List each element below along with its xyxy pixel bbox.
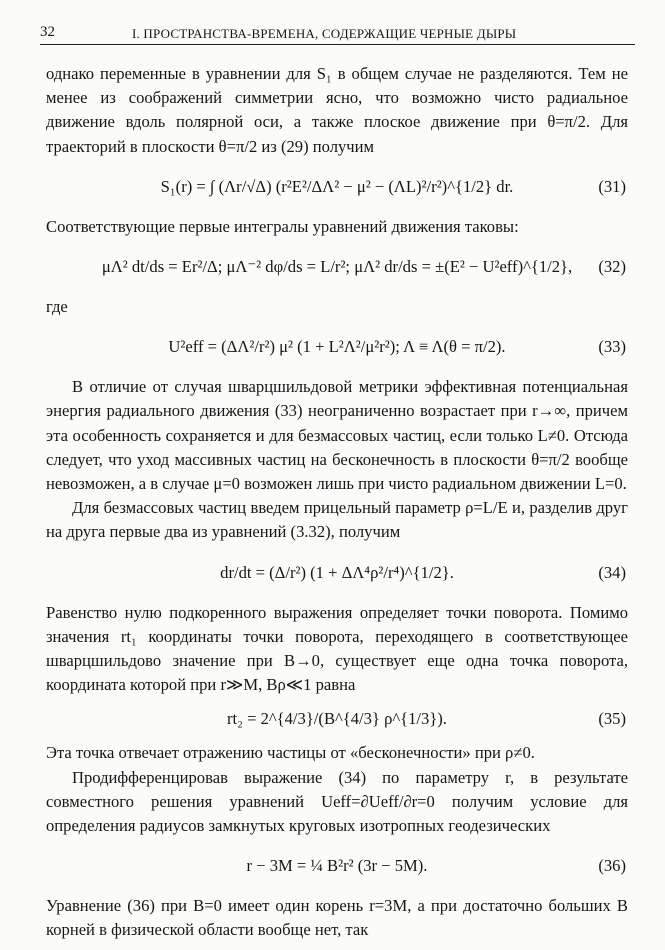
paragraph: Продифференцировав выражение (34) по параметру r, в результате совместного решения уравнений Ueff=∂Ueff/∂r=0 получим условие для определения радиусов замкнутых круговых изотропных геодезических — [46, 767, 628, 836]
running-header — [40, 24, 635, 45]
equation-expression: rt₂ = 2^{4/3}/(B^{4/3} ρ^{1/3}). — [227, 709, 447, 729]
equation-expression: dr/dt = (Δ/r²) (1 + ΔΛ⁴ρ²/r⁴)^{1/2}. — [220, 562, 454, 582]
equation-number: (34) — [598, 562, 626, 582]
equation-number: (32) — [598, 256, 626, 276]
paragraph: Равенство нулю подкоренного выражения определяет точки поворота. Помимо значения rt₁ координаты точки поворота, переходящего в соответствующее шварцшильдово значение при B→0, существует еще одна точка поворота, координата которой при r≫M, Bρ≪1 равна — [46, 602, 628, 695]
page-number: 32 — [40, 24, 55, 40]
equation-32 — [46, 243, 628, 291]
paragraph: Соответствующие первые интегралы уравнений движения таковы: — [46, 216, 519, 236]
equation-number: (35) — [598, 709, 626, 729]
equation-expression: S₁(r) = ∫ (Λr/√Δ) (r²E²/ΔΛ² − μ² − (ΛL)²/r²)^{1/2} dr. — [160, 176, 514, 196]
paragraph: В отличие от случая шварцшильдовой метрики эффективная потенциальная энергия радиального движения (33) неограниченно возрастает при r→∞, причем эта особенность сохраняется и для безмассовых частиц, если только L≠0. Отсюда следует, что уход массивных частиц на бесконечность в плоскости θ=π/2 вообще невозможен, а в случае μ=0 возможен лишь при чисто радиальном движении L=0. — [46, 377, 628, 494]
paragraph: однако переменные в уравнении для S₁ в общем случае не разделяются. Тем не менее из соображений симметрии ясно, что возможно чисто радиальное движение вдоль полярной оси, а также плоское движение при θ=π/2. Для траекторий в плоскости θ=π/2 из (29) получим — [46, 64, 628, 156]
paragraph: Эта точка отвечает отражению частицы от «бесконечности» при ρ≠0. — [46, 743, 535, 763]
paragraph-where: где — [46, 297, 68, 317]
equation-number: (36) — [598, 856, 626, 876]
chapter-title: I. ПРОСТРАНСТВА-ВРЕМЕНА, СОДЕРЖАЩИЕ ЧЕРНЫЕ ДЫРЫ — [132, 26, 517, 41]
equation-31 — [46, 163, 628, 211]
equation-35 — [46, 701, 628, 737]
equation-expression: U²eff = (ΔΛ²/r²) μ² (1 + L²Λ²/μ²r²); Λ ≡ Λ(θ = π/2). — [168, 337, 506, 357]
equation-expression: μΛ² dt/ds = Er²/Δ; μΛ⁻² dφ/ds = L/r²; μΛ² dr/ds = ±(E² − U²eff)^{1/2}, — [101, 256, 573, 276]
paragraph: Для безмассовых частиц введем прицельный параметр ρ=L/E и, разделив друг на друга первые два из уравнений (3.32), получим — [46, 498, 628, 542]
equation-36 — [46, 842, 628, 890]
equation-number: (31) — [598, 176, 626, 196]
page-body — [46, 62, 628, 943]
equation-34 — [46, 549, 628, 597]
equation-33 — [46, 323, 628, 371]
equation-expression: r − 3M = ¼ B²r² (3r − 5M). — [246, 856, 428, 876]
paragraph: Уравнение (36) при B=0 имеет один корень r=3M, а при достаточно больших B корней в физической области вообще нет, так — [46, 896, 628, 940]
equation-number: (33) — [598, 337, 626, 357]
